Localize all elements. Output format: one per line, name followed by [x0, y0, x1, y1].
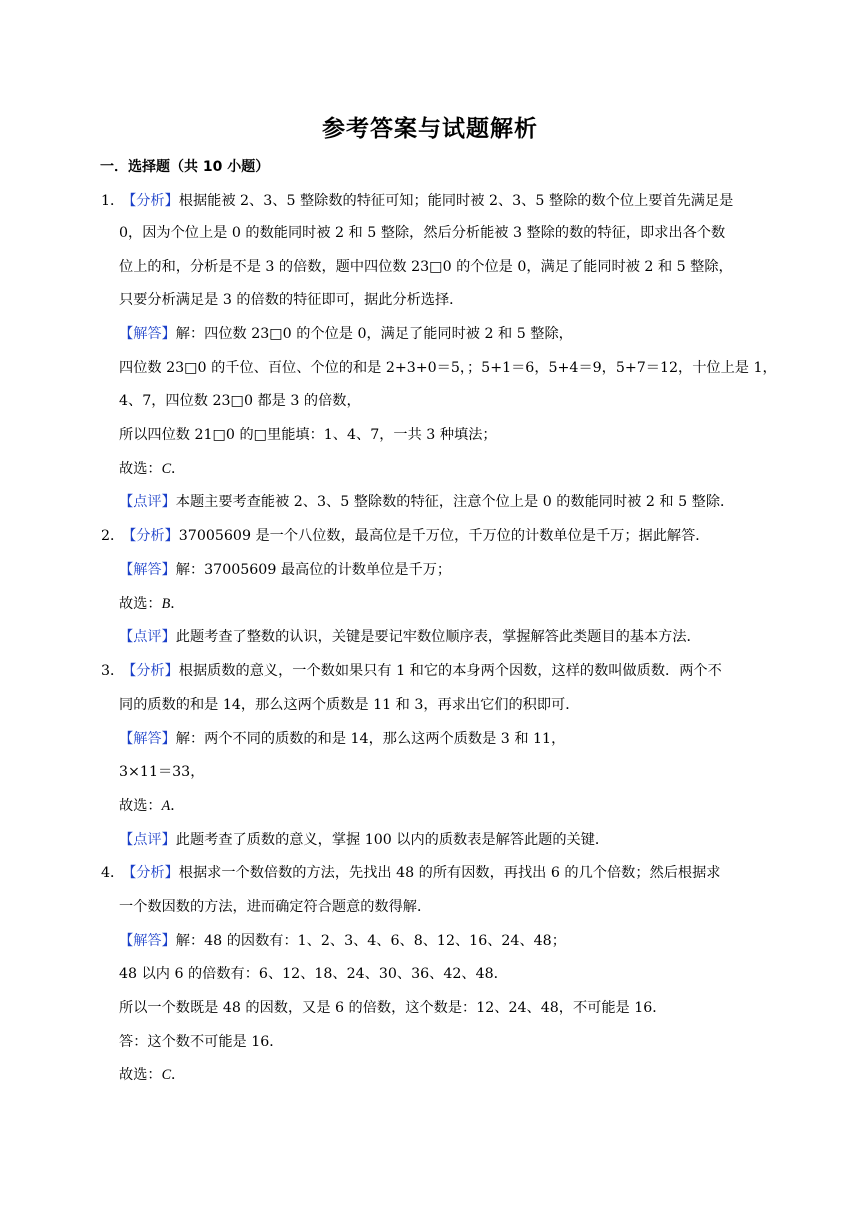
- q1-answer-line-2: 四位数 23□0 的千位、百位、个位的和是 2+3+0＝5，；5+1＝6，5+4＝9，5+7＝12，十位上是 1，: [119, 360, 777, 376]
- answer-tag: 【解答】: [119, 933, 176, 949]
- q1-answer-line-1: 【解答】解：四位数 23□0 的个位是 0，满足了能同时被 2 和 5 整除，: [119, 326, 573, 342]
- q2-choice: 故选：B．: [119, 596, 185, 612]
- q1-answer-line-3: 4、7，四位数 23□0 都是 3 的倍数，: [119, 393, 361, 409]
- question-number-1: 1．: [101, 193, 125, 209]
- q4-analysis-line-1: 【分析】根据求一个数倍数的方法，先找出 48 的所有因数，再找出 6 的几个倍数；然后根据求: [122, 865, 721, 881]
- q1-analysis-line-1: 【分析】根据能被 2、3、5 整除数的特征可知；能同时被 2、3、5 整除的数个位上要首先满足是: [122, 193, 734, 209]
- q1-analysis-line-4: 只要分析满足是 3 的倍数的特征即可，据此分析选择．: [119, 292, 464, 308]
- choice-letter: B: [161, 596, 171, 612]
- q3-analysis-line-2: 同的质数的和是 14，那么这两个质数是 11 和 3，再求出它们的积即可．: [119, 697, 580, 713]
- question-number-3: 3．: [101, 663, 125, 679]
- q4-choice: 故选：C．: [119, 1067, 186, 1083]
- q2-comment: 【点评】此题考查了整数的认识，关键是要记牢数位顺序表，掌握解答此类题目的基本方法．: [119, 629, 701, 645]
- choice-letter: C: [161, 461, 172, 477]
- q4-answer-line-1: 【解答】解：48 的因数有：1、2、3、4、6、8、12、16、24、48；: [119, 933, 566, 949]
- q1-analysis-line-3: 位上的和，分析是不是 3 的倍数，题中四位数 23□0 的个位是 0，满足了能同时被 2 和 5 整除，: [119, 259, 733, 275]
- answer-tag: 【解答】: [119, 326, 176, 342]
- q3-comment: 【点评】此题考查了质数的意义，掌握 100 以内的质数表是解答此题的关键．: [119, 832, 610, 848]
- q1-analysis-line-2: 0，因为个位上是 0 的数能同时被 2 和 5 整除，然后分析能被 3 整除的数的特征，即求出各个数: [119, 225, 726, 241]
- section-heading: 一．选择题（共 10 小题）: [100, 159, 270, 175]
- answer-tag: 【解答】: [119, 731, 176, 747]
- q4-answer-line-3: 所以一个数既是 48 的因数，又是 6 的倍数，这个数是：12、24、48，不可能是 16．: [119, 1000, 667, 1016]
- q1-choice: 故选：C．: [119, 461, 186, 477]
- answer-tag: 【解答】: [119, 562, 176, 578]
- question-number-4: 4．: [101, 865, 125, 881]
- q4-answer-line-4: 答：这个数不可能是 16．: [119, 1034, 284, 1050]
- choice-letter: A: [161, 798, 171, 814]
- analysis-tag: 【分析】: [122, 663, 179, 679]
- q2-analysis: 【分析】37005609 是一个八位数，最高位是千万位，千万位的计数单位是千万；据此解答．: [122, 528, 710, 544]
- q4-analysis-line-2: 一个数因数的方法，进而确定符合题意的数得解．: [119, 899, 432, 915]
- comment-tag: 【点评】: [119, 832, 176, 848]
- question-number-2: 2．: [101, 528, 125, 544]
- q3-answer: 【解答】解：两个不同的质数的和是 14，那么这两个质数是 3 和 11，: [119, 731, 566, 747]
- q1-answer-line-4: 所以四位数 21□0 的□里能填：1、4、7，一共 3 种填法；: [119, 427, 497, 443]
- q2-answer: 【解答】解：37005609 最高位的计数单位是千万；: [119, 562, 452, 578]
- choice-letter: C: [161, 1067, 172, 1083]
- analysis-tag: 【分析】: [122, 193, 179, 209]
- comment-tag: 【点评】: [119, 629, 176, 645]
- q3-choice: 故选：A．: [119, 798, 185, 814]
- q4-answer-line-2: 48 以内 6 的倍数有：6、12、18、24、30、36、42、48．: [119, 966, 508, 982]
- page-title: 参考答案与试题解析: [322, 116, 538, 142]
- q3-analysis-line-1: 【分析】根据质数的意义，一个数如果只有 1 和它的本身两个因数，这样的数叫做质数．两个不: [122, 663, 722, 679]
- comment-tag: 【点评】: [119, 494, 176, 510]
- analysis-tag: 【分析】: [122, 865, 179, 881]
- q1-comment: 【点评】本题主要考查能被 2、3、5 整除数的特征，注意个位上是 0 的数能同时被 2 和 5 整除．: [119, 494, 735, 510]
- q3-calculation: 3×11＝33，: [119, 764, 205, 780]
- analysis-tag: 【分析】: [122, 528, 179, 544]
